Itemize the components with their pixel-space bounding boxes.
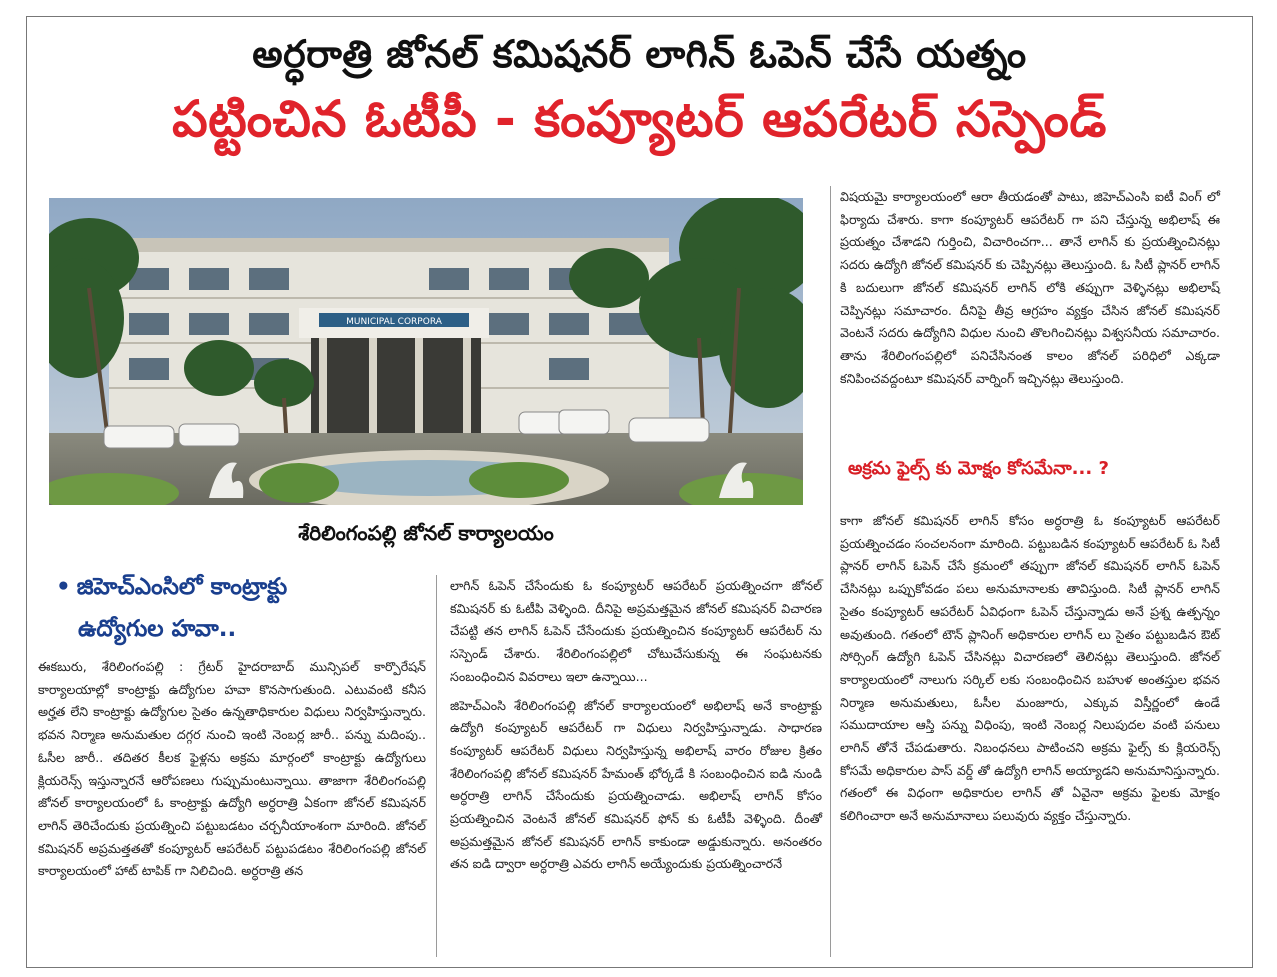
column-divider-1 xyxy=(436,575,437,957)
highlight-line1: జిహెచ్ఎంసిలో కాంట్రాక్టు xyxy=(76,574,288,600)
article-column-3-top xyxy=(840,186,1220,390)
office-photo xyxy=(49,198,803,505)
headline-line1: అర్ధరాత్రి జోనల్ కమిషనర్ లాగిన్ ఓపెన్ చేసే యత్నం xyxy=(252,32,1027,76)
highlight-line2: ఉద్యోగుల హవా.. xyxy=(78,616,237,642)
column2-paragraph-1: లాగిన్ ఓపెన్ చేసేందుకు ఓ కంప్యూటర్ ఆపరేటర్ ప్రయత్నించగా జోనల్ కమిషనర్ కు ఓటీపి వెళ్ళింది. దీనిపై అప్రమత్తమైన జోనల్ కమిషనర్ విచారణ చేపట్టి తన లాగిన్ ఓపెన్ చేసేందుకు ప్రయత్నించిన కంప్యూటర్ ఆపరేటర్ ను సస్పెండ్ చేశారు. శేరిలింగంపల్లిలో చోటుచేసుకున్న ఈ సంఘటనకు సంబంధించిన వివరాలు ఇలా ఉన్నాయి... xyxy=(450,578,822,684)
headline-line2: పట్టించిన ఓటీపీ - కంప్యూటర్ ఆపరేటర్ సస్పెండ్ xyxy=(172,90,1107,148)
column-divider-2 xyxy=(830,186,831,957)
photo-caption: శేరిలింగంపల్లి జోనల్ కార్యాలయం xyxy=(298,521,554,545)
article-column-3-bottom xyxy=(840,510,1220,828)
article-column-2 xyxy=(450,575,822,876)
bullet-icon: • xyxy=(56,574,71,600)
building-sign-text: MUNICIPAL CORPORA xyxy=(346,317,442,327)
article-column-1 xyxy=(38,656,426,883)
highlight-box xyxy=(56,566,426,650)
column1-paragraph: ఈకబురు, శేరిలింగంపల్లి : గ్రేటర్ హైదరాబాద్ మున్సిపల్ కార్పొరేషన్ కార్యాలయాల్లో కాంట్రాక్టు ఉద్యోగుల హవా కొనసాగుతుంది. ఎటువంటి కనీస అర్హత లేని కాంట్రాక్టు ఉద్యోగుల సైతం ఉన్నతాధికారుల విధులు నిర్వహిస్తున్నారు. భవన నిర్మాణ అనుమతుల దగ్గర నుంచి ఇంటి నెంబర్ల జారీ.. పన్ను మదింపు.. ఓసీల జారీ.. తదితర కీలక ఫైళ్లను అక్రమ మార్గంలో కాంట్రాక్టు ఉద్యోగులు క్లియరెన్స్ ఇస్తున్నారనే ఆరోపణలు గుప్పుమంటున్నాయి. తాజాగా శేరిలింగంపల్లి జోనల్ కార్యాలయంలో ఓ కాంట్రాక్టు ఉద్యోగి అర్ధరాత్రి ఏకంగా జోనల్ కమిషనర్ లాగిన్ తెరిచేందుకు ప్రయత్నించి పట్టుబడటం చర్చనీయాంశంగా మారింది. జోనల్ కమిషనర్ అప్రమత్తతతో కంప్యూటర్ ఆపరేటర్ పట్టుపడటం శేరిలింగంపల్లి జోనల్ కార్యాలయంలో హాట్ టాపిక్ గా నిలిచింది. అర్ధరాత్రి తన xyxy=(38,659,426,879)
column3-paragraph-1: విషయమై కార్యాలయంలో ఆరా తీయడంతో పాటు, జిహెచ్ఎంసి ఐటీ వింగ్ లో ఫిర్యాదు చేశారు. కాగా కంప్యూటర్ ఆపరేటర్ గా పని చేస్తున్న అభిలాష్ ఈ ప్రయత్నం చేశాడని గుర్తించి, విచారించగా... తానే లాగిన్ కు ప్రయత్నించినట్లు సదరు ఉద్యోగి జోనల్ కమిషనర్ కు చెప్పినట్లు తెలుస్తుంది. ఓ సిటీ ప్లానర్ లాగిన్ కి బదులుగా జోనల్ కమిషనర్ లాగిన్ లోకి తప్పుగా వెళ్ళినట్లు అభిలాష్ చెప్పినట్లు సమాచారం. దీనిపై తీవ్ర ఆగ్రహం వ్యక్తం చేసిన జోనల్ కమిషనర్ వెంటనే సదరు ఉద్యోగిని విధుల నుంచి తొలగించినట్లు విశ్వసనీయ సమాచారం. తాను శేరిలింగంపల్లిలో పనిచేసినంత కాలం జోనల్ పరిధిలో ఎక్కడా కనిపించవద్దంటూ కమిషనర్ వార్నింగ్ ఇచ్చినట్లు తెలుస్తుంది. xyxy=(840,189,1220,386)
section-subheading: అక్రమ ఫైల్స్ కు మోక్షం కోసమేనా... ? xyxy=(848,458,1109,479)
column2-paragraph-2: జిహెచ్ఎంసి శేరిలింగంపల్లి జోనల్ కార్యాలయంలో అభిలాష్ అనే కాంట్రాక్టు ఉద్యోగి కంప్యూటర్ ఆపరేటర్ గా విధులు నిర్వహిస్తున్నాడు. సాధారణ కంప్యూటర్ ఆపరేటర్ విధులు నిర్వహిస్తున్న అభిలాష్ వారం రోజుల క్రితం శేరిలింగంపల్లి జోనల్ కమిషనర్ హేమంత్ భోర్కడే కి సంబంధించిన ఐడి నుండి అర్ధరాత్రి లాగిన్ చేసేందుకు ప్రయత్నించాడు. అభిలాష్ లాగిన్ కోసం ప్రయత్నించిన వెంటనే జోనల్ కమిషనర్ ఫోన్ కు ఓటీపీ వెళ్ళింది. దీంతో అప్రమత్తమైన జోనల్ కమిషనర్ లాగిన్ కాకుండా అడ్డుకున్నారు. అనంతరం తన ఐడి ద్వారా అర్ధరాత్రి ఎవరు లాగిన్ అయ్యేందుకు ప్రయత్నించారనే xyxy=(450,697,822,872)
column3-paragraph-2: కాగా జోనల్ కమిషనర్ లాగిన్ కోసం అర్ధరాత్రి ఓ కంప్యూటర్ ఆపరేటర్ ప్రయత్నించడం సంచలనంగా మారింది. పట్టుబడిన కంప్యూటర్ ఆపరేటర్ ఓ సిటీ ప్లానర్ లాగిన్ ఓపెన్ చేసే క్రమంలో తప్పుగా జోనల్ కమిషనర్ లాగిన్ ఓపెన్ చేసినట్లు ఒప్పుకోవడం పలు అనుమానాలకు తావిస్తుంది. సిటీ ప్లానర్ లాగిన్ సైతం కంప్యూటర్ ఆపరేటర్ ఏవిధంగా ఓపెన్ చేస్తున్నాడు అనే ప్రశ్న ఉత్పన్నం అవుతుంది. గతంలో టౌన్ ప్లానింగ్ అధికారుల లాగిన్ లు సైతం పట్టుబడిన ఔట్ సోర్సింగ్ ఉద్యోగి ఓపెన్ చేసినట్లు విచారణలో తెలినట్లు తెలుస్తుంది. జోనల్ కార్యాలయంలో నాలుగు సర్కిల్ లకు సంబంధించిన బహుళ అంతస్తుల భవన నిర్మాణ అనుమతులు, ఓసీల మంజూరు, ఎక్కువ విస్తీర్ణంలో ఉండే సముదాయాల ఆస్తి పన్ను విధింపు, ఇంటి నెంబర్ల నిలుపుదల వంటి పనులు లాగిన్ తోనే చేపడుతారు. నిబంధనలు పాటించని అక్రమ ఫైల్స్ కు క్లియరెన్స్ కోసమే అధికారుల పాస్ వర్డ్ తో ఉద్యోగి లాగిన్ అయ్యాడని అనుమానిస్తున్నారు. గతంలో ఈ విధంగా అధికారుల లాగిన్ తో ఏవైనా అక్రమ ఫైలకు మోక్షం కలిగించారా అనే అనుమానాలు పలువురు వ్యక్తం చేస్తున్నారు. xyxy=(840,513,1220,824)
